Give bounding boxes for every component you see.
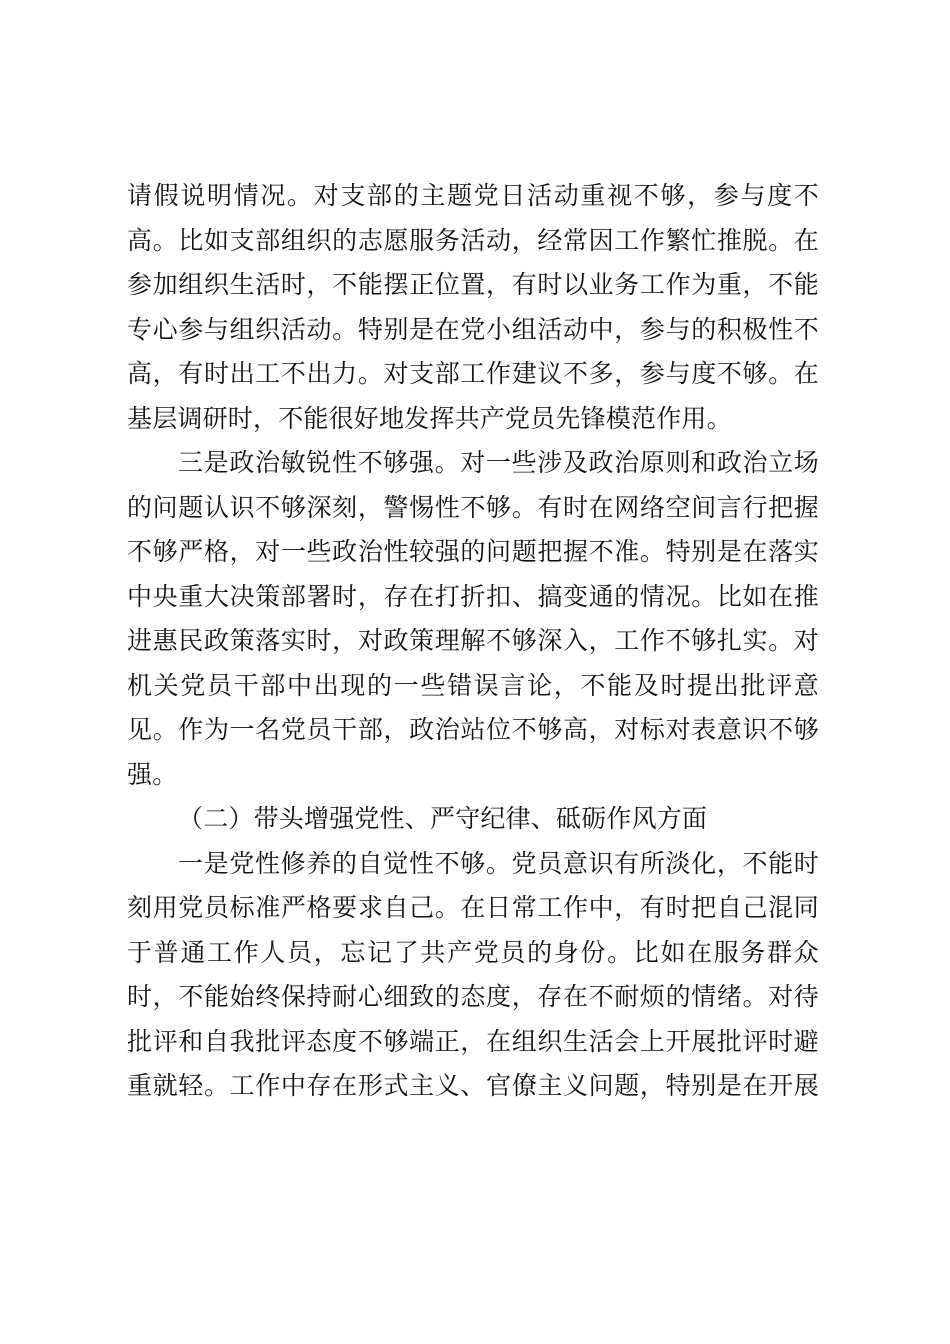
paragraph-line: 高。比如支部组织的志愿服务活动，经常因工作繁忙推脱。在 [127, 226, 819, 255]
paragraph-line: 时，不能始终保持耐心细致的态度，存在不耐烦的情绪。对待 [127, 982, 819, 1011]
paragraph-line: 中央重大决策部署时，存在打折扣、搞变通的情况。比如在推 [127, 582, 819, 611]
section-heading: （二）带头增强党性、严守纪律、砥砺作风方面 [178, 804, 708, 833]
paragraph-line: 于普通工作人员，忘记了共产党员的身份。比如在服务群众 [127, 938, 819, 967]
paragraph-line: 进惠民政策落实时，对政策理解不够深入，工作不够扎实。对 [127, 626, 819, 655]
paragraph-line: 不够严格，对一些政治性较强的问题把握不准。特别是在落实 [127, 537, 819, 566]
paragraph-line: 见。作为一名党员干部，政治站位不够高，对标对表意识不够 [127, 715, 819, 744]
paragraph-line: 重就轻。工作中存在形式主义、官僚主义问题，特别是在开展 [127, 1071, 819, 1100]
paragraph-line: 三是政治敏锐性不够强。对一些涉及政治原则和政治立场 [178, 448, 819, 477]
paragraph-line: 的问题认识不够深刻，警惕性不够。有时在网络空间言行把握 [127, 493, 819, 522]
paragraph-line: 参加组织生活时，不能摆正位置，有时以业务工作为重，不能 [127, 270, 819, 299]
paragraph-line: 专心参与组织活动。特别是在党小组活动中，参与的积极性不 [127, 315, 819, 344]
paragraph-line: 强。 [127, 760, 178, 789]
paragraph-line: 请假说明情况。对支部的主题党日活动重视不够，参与度不 [127, 181, 819, 210]
paragraph-line: 刻用党员标准严格要求自己。在日常工作中，有时把自己混同 [127, 893, 819, 922]
paragraph-line: 高，有时出工不出力。对支部工作建议不多，参与度不够。在 [127, 359, 819, 388]
paragraph-line: 基层调研时，不能很好地发挥共产党员先锋模范作用。 [127, 404, 732, 433]
paragraph-line: 批评和自我批评态度不够端正，在组织生活会上开展批评时避 [127, 1027, 819, 1056]
paragraph-line: 一是党性修养的自觉性不够。党员意识有所淡化，不能时 [178, 849, 819, 878]
paragraph-line: 机关党员干部中出现的一些错误言论，不能及时提出批评意 [127, 671, 819, 700]
